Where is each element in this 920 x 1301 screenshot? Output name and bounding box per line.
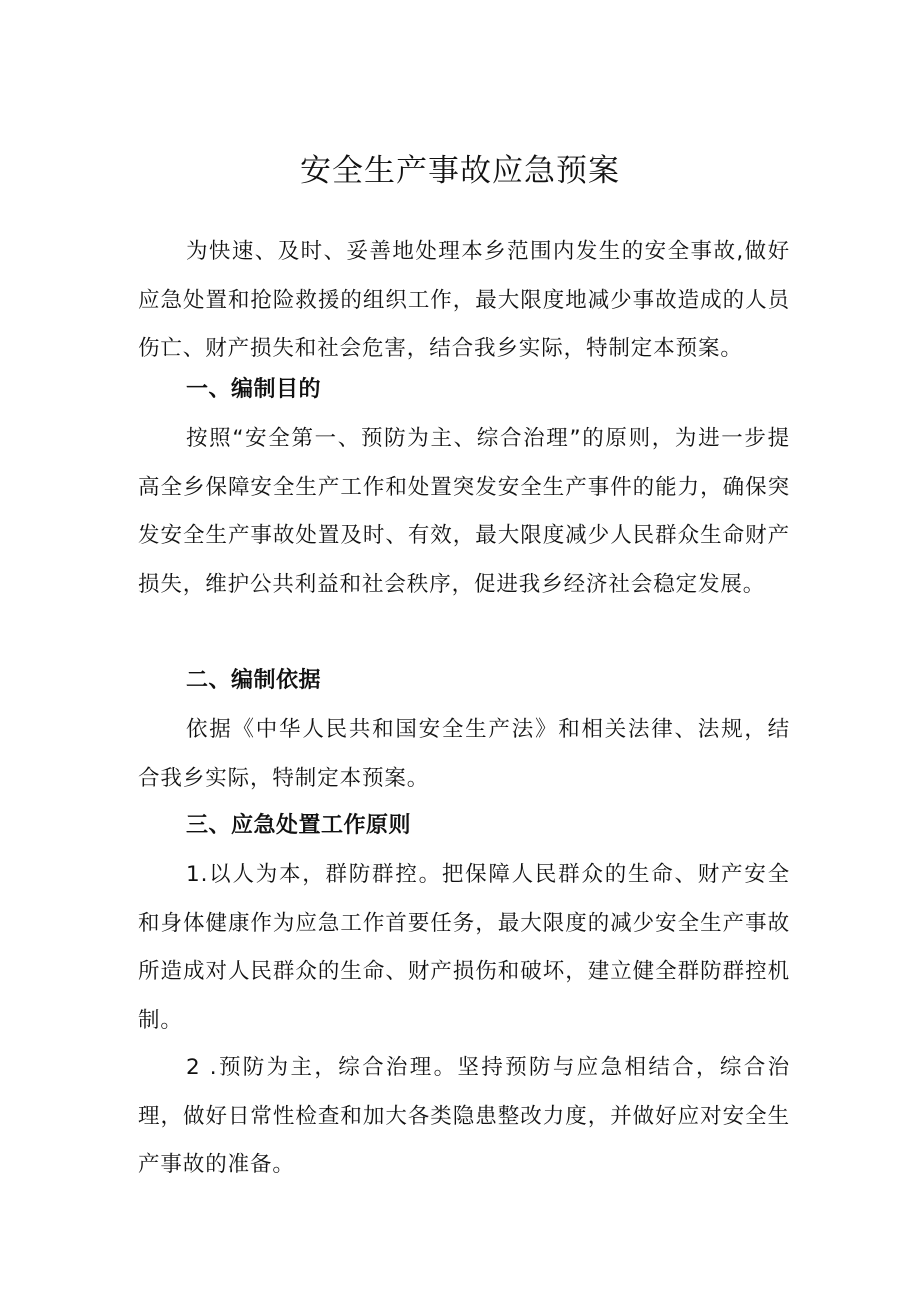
basis-paragraph: 依据《中华人民共和国安全生产法》和相关法律、法规，结合我乡实际，特制定本预案。 xyxy=(138,717,790,791)
purpose-paragraph: 按照“安全第一、预防为主、综合治理”的原则，为进一步提高全乡保障安全生产工作和处置突发安全生产事件的能力，确保突发安全生产事故处置及时、有效，最大限度减少人民群众生命财产损失，维护公共利益和社会秩序，促进我乡经济社会稳定发展。 xyxy=(138,426,790,597)
page-title: 安全生产事故应急预案 xyxy=(300,153,620,189)
section-heading-basis: 二、编制依据 xyxy=(186,668,322,693)
section-heading-principles: 三、应急处置工作原则 xyxy=(186,813,412,838)
section-heading-purpose: 一、编制目的 xyxy=(186,377,322,402)
principle-item-2: 2 .预防为主，综合治理。坚持预防与应急相结合，综合治理，做好日常性检查和加大各类隐患整改力度，并做好应对安全生产事故的准备。 xyxy=(138,1055,790,1177)
intro-paragraph: 为快速、及时、妥善地处理本乡范围内发生的安全事故,做好应急处置和抢险救援的组织工作，最大限度地减少事故造成的人员伤亡、财产损失和社会危害，结合我乡实际，特制定本预案。 xyxy=(138,239,790,361)
principle-item-1: 1.以人为本，群防群控。把保障人民群众的生命、财产安全和身体健康作为应急工作首要任务，最大限度的减少安全生产事故所造成对人民群众的生命、财产损伤和破坏，建立健全群防群控机制。 xyxy=(138,862,790,1033)
